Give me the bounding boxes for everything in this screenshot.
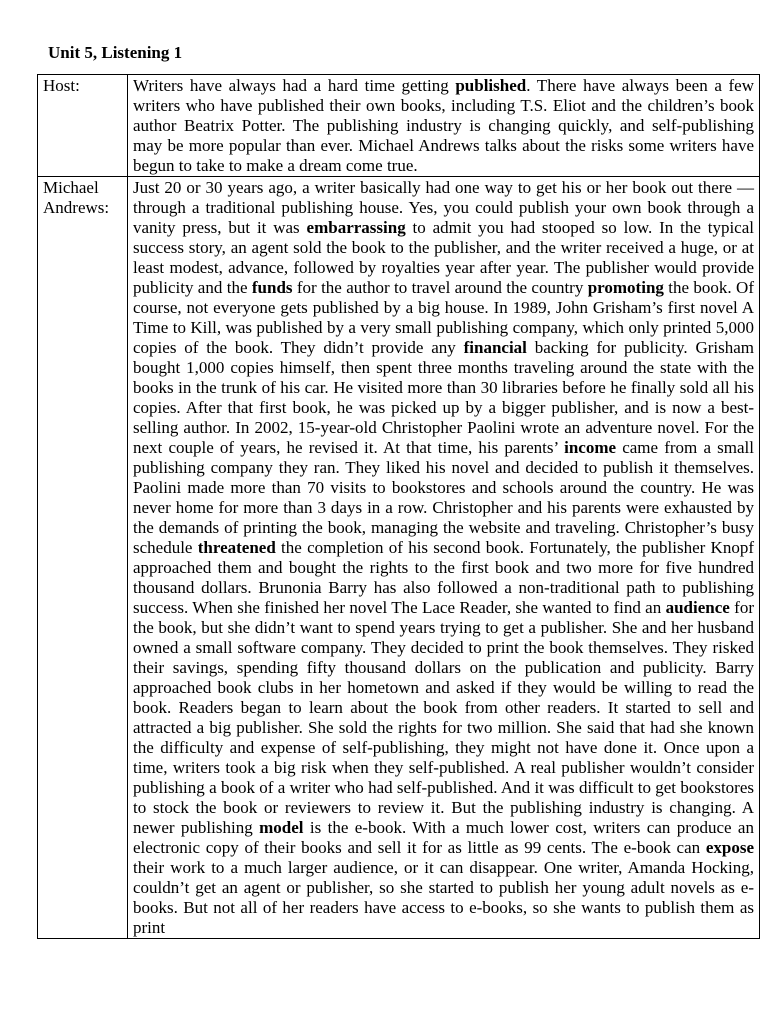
speech-text: backing for publicity. Grisham bought 1,000 copies himself, then spent three months traveling around the state with the books in the trunk of his car. He visited more than 30 libraries before he finally sold all his copies. After that first book, he was picked up by a bigger publisher, and is now a best-selling author. In 2002, 15-year-old Christopher Paolini wrote an adventure novel. For the next couple of years, he revised it. At that time, his parents’ <box>133 338 754 457</box>
speech-text: to admit you had stooped so low. In the typical success story, an agent sold the book to the publisher, and the writer received a huge, or at least modest, advance, followed by royalties year after year. The publisher would provide publicity and the <box>133 218 754 297</box>
speech-text: the completion of his second book. Fortunately, the publisher Knopf approached them and bought the rights to the first book and two more for five hundred thousand dollars. Brunonia Barry has also followed a non-traditional path to publishing success. When she finished her novel The Lace Reader, she wanted to find an <box>133 538 754 617</box>
speech-text: their work to a much larger audience, or it can disappear. One writer, Amanda Hocking, couldn’t get an agent or publisher, so she started to publish her young adult novels as e-books. But not all of her readers have access to e-books, so she wants to publish them as print <box>133 858 754 937</box>
speech-text: is the e-book. With a much lower cost, writers can produce an electronic copy of their books and sell it for as little as 99 cents. The e-book can <box>133 818 754 857</box>
speech-text: Just 20 or 30 years ago, a writer basically had one way to get his or her book out there — through a traditional publishing house. Yes, you could publish your own book through a vanity press, but it was <box>133 178 754 237</box>
transcript-row-michael-andrews <box>38 177 760 939</box>
keyword-text: financial <box>463 338 527 357</box>
speech-text: the book. Of course, not everyone gets published by a big house. In 1989, John Grisham’s first novel A Time to Kill, was published by a very small publishing company, which only printed 5,000 copies of the book. They didn’t provide any <box>133 278 754 357</box>
speech-cell <box>128 75 760 177</box>
keyword-text: income <box>564 438 617 457</box>
transcript-row-host <box>38 75 760 177</box>
speech-text: Writers have always had a hard time getting <box>133 76 456 95</box>
keyword-text: funds <box>251 278 293 297</box>
keyword-text: audience <box>665 598 730 617</box>
speech-text: for the author to travel around the country <box>292 278 588 297</box>
speech-text: for the book, but she didn’t want to spend years trying to get a publisher. She and her husband owned a small software company. They decided to print the book themselves. They risked their savings, spending fifty thousand dollars on the publication and publicity. Barry approached book clubs in her hometown and asked if they would be willing to read the book. Readers began to learn about the book from other readers. It started to sell and attracted a big publisher. She sold the rights for two million. She said that had she known the difficulty and expense of self-publishing, they might not have done it. Once upon a time, writers took a big risk when they self-published. A real publisher wouldn’t consider publishing a book of a writer who had self-published. And it was difficult to get bookstores to stock the book or reviewers to review it. But the publishing industry is changing. A newer publishing <box>133 598 754 837</box>
speech-text: . There have always been a few writers who have published their own books, including T.S. Eliot and the children’s book author Beatrix Potter. The publishing industry is changing quickly, and self-publishing may be more popular than ever. Michael Andrews talks about the risks some writers have begun to take to make a dream come true. <box>133 76 754 175</box>
speaker-cell: Host: <box>38 75 128 177</box>
speech-text: came from a small publishing company they ran. They liked his novel and decided to publish it themselves. Paolini made more than 70 visits to bookstores and schools around the country. He was never home for more than 3 days in a row. Christopher and his parents were exhausted by the demands of printing the book, managing the website and traveling. Christopher’s busy schedule <box>133 438 754 557</box>
keyword-text: published <box>455 76 527 95</box>
keyword-text: embarrassing <box>306 218 406 237</box>
keyword-text: expose <box>705 838 754 857</box>
speech-cell <box>128 177 760 939</box>
speaker-cell: Michael Andrews: <box>38 177 128 939</box>
transcript-table <box>37 74 760 939</box>
page-title: Unit 5, Listening 1 <box>48 43 183 62</box>
keyword-text: threatened <box>197 538 276 557</box>
keyword-text: model <box>259 818 304 837</box>
keyword-text: promoting <box>587 278 664 297</box>
